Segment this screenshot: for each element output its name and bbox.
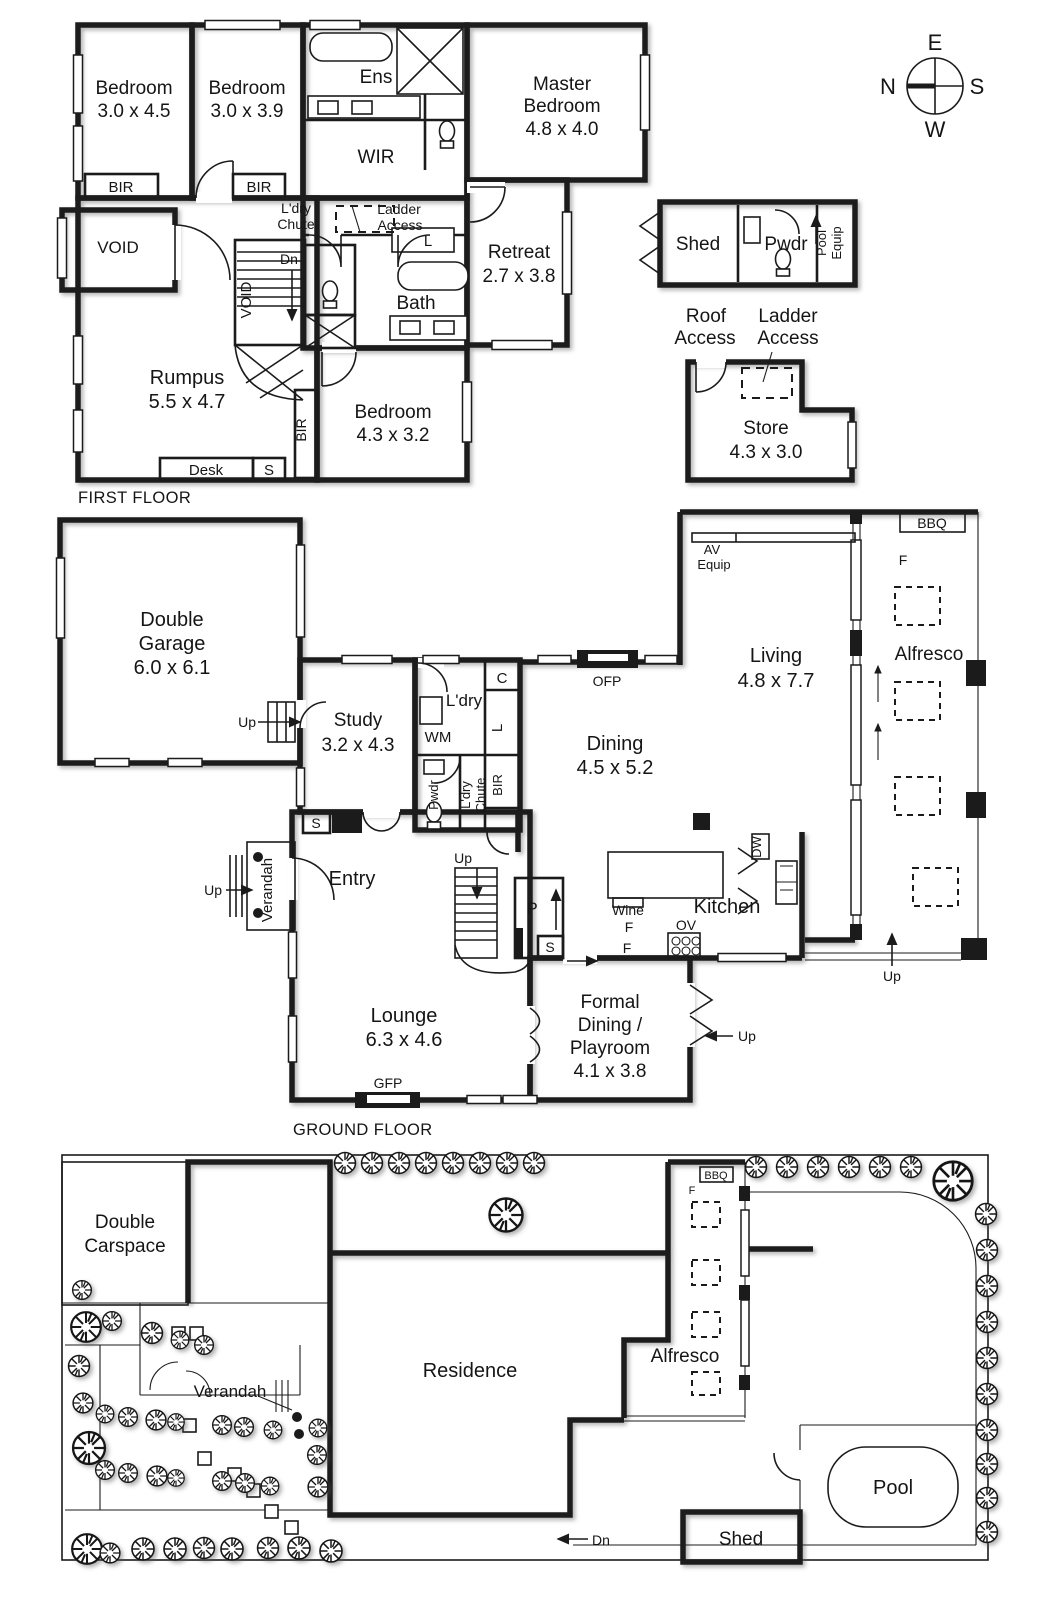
bir3-label: BIR xyxy=(293,418,309,442)
compass-n: N xyxy=(880,74,896,99)
cupboard-s2-label: S xyxy=(311,815,321,831)
bir2-label: BIR xyxy=(246,179,272,196)
bedroom2-dims: 3.0 x 3.9 xyxy=(210,101,284,122)
ldry-chute-gf-1: L'dry xyxy=(458,781,473,809)
ldry-chute-label-2: Chute xyxy=(277,216,315,232)
stairs-first-floor xyxy=(235,252,303,400)
wm-label: WM xyxy=(424,729,452,746)
property-boundary xyxy=(62,1155,988,1560)
compass-e: E xyxy=(927,30,943,55)
alfresco-gf-label: Alfresco xyxy=(894,644,964,665)
master-dims: 4.8 x 4.0 xyxy=(525,119,599,140)
verandah-site-label: Verandah xyxy=(193,1382,267,1401)
ldry-chute-label-1: L'dry xyxy=(281,200,311,216)
pool-label: Pool xyxy=(872,1477,914,1499)
compass-w: W xyxy=(924,117,946,142)
ladder-access-store-label-1: Ladder xyxy=(758,306,818,327)
pool-equip-label-2: Equip xyxy=(829,226,844,260)
bedroom3-label: Bedroom xyxy=(354,402,432,423)
store-dims: 4.3 x 3.0 xyxy=(729,442,803,463)
bir1-label: BIR xyxy=(108,179,134,196)
ladder-access-label-1: Ladder xyxy=(377,201,421,217)
bedroom1-dims: 3.0 x 4.5 xyxy=(97,101,171,122)
garage-dims: 6.0 x 6.1 xyxy=(133,657,211,679)
garage-steps xyxy=(258,702,326,742)
master-label-2: Bedroom xyxy=(523,96,601,117)
living-label: Living xyxy=(749,645,803,667)
lawn-edge xyxy=(745,1192,976,1545)
roof-access-label-1: Roof xyxy=(685,306,727,327)
ofp-label: OFP xyxy=(592,673,622,689)
roof-access-label-2: Access xyxy=(674,328,736,349)
shed-site-label: Shed xyxy=(718,1529,764,1550)
cupboard-s-label-ff: S xyxy=(263,462,275,479)
powder-cabinet xyxy=(744,217,760,243)
living-dims: 4.8 x 7.7 xyxy=(737,670,815,692)
dw-label: DW xyxy=(749,836,764,858)
retreat-dims: 2.7 x 3.8 xyxy=(482,266,556,287)
gfp-label: GFP xyxy=(373,1075,403,1091)
formal-dims: 4.1 x 3.8 xyxy=(573,1061,647,1082)
up-stairs-label: Up xyxy=(454,850,472,866)
garage-label-2: Garage xyxy=(138,633,206,655)
dn-site-label: Dn xyxy=(592,1532,610,1548)
bbq-gf-label: BBQ xyxy=(917,515,947,531)
kitchen-fixtures xyxy=(608,813,797,958)
void-stairs-label: VOID xyxy=(238,281,255,319)
verandah-gf-label: Verandah xyxy=(259,857,276,923)
ensuite-label: Ens xyxy=(359,67,393,88)
bbq-site-label: BBQ xyxy=(704,1170,728,1182)
site-pool-area xyxy=(573,1425,976,1545)
master-label-1: Master xyxy=(532,74,592,95)
ldry-chute-gf-2: Chute xyxy=(473,777,488,813)
ladder-access-label-2: Access xyxy=(377,217,423,233)
bath-label: Bath xyxy=(396,293,436,314)
wir-label: WIR xyxy=(357,147,395,168)
pantry xyxy=(515,878,563,958)
rumpus-dims: 5.5 x 4.7 xyxy=(148,391,226,413)
wine-label: Wine xyxy=(612,902,644,918)
up-alfresco-label: Up xyxy=(883,968,901,984)
up-formal-label: Up xyxy=(738,1028,756,1044)
alfresco-site-label: Alfresco xyxy=(650,1346,720,1367)
void-hall-label: VOID xyxy=(97,238,139,257)
ensuite-fixtures xyxy=(308,28,463,148)
site-plan xyxy=(62,1153,997,1564)
bedroom1-label: Bedroom xyxy=(95,78,173,99)
ladder-access-store-label-2: Access xyxy=(757,328,819,349)
alfresco-gf xyxy=(878,511,965,966)
kitchen-label: Kitchen xyxy=(693,896,761,918)
carspace-label-2: Carspace xyxy=(84,1236,166,1257)
entry-label: Entry xyxy=(328,868,376,890)
first-floor-plan xyxy=(58,21,857,508)
pool-equip-label-1: Pool xyxy=(814,229,829,257)
cupboard-c-label: C xyxy=(496,670,508,687)
oven-label: OV xyxy=(675,917,697,933)
formal-label-2: Dining / xyxy=(577,1015,643,1036)
linen-gf-label: L xyxy=(489,723,506,733)
linen-label-ff: L xyxy=(423,233,433,250)
up-garage-label: Up xyxy=(238,714,256,730)
powder-label-ff: Pwdr xyxy=(764,234,808,255)
av-cabinet xyxy=(692,533,855,542)
formal-label-3: Playroom xyxy=(569,1038,651,1059)
powder-gf-label: Pwdr xyxy=(426,780,441,810)
carspace-label-1: Double xyxy=(94,1212,156,1233)
compass xyxy=(880,30,984,142)
store-label: Store xyxy=(743,418,789,439)
bir-gf-label: BIR xyxy=(490,774,505,796)
fridge-alfresco-label: F xyxy=(898,552,908,568)
dn-label-ff: Dn xyxy=(280,251,298,267)
dining-dims: 4.5 x 5.2 xyxy=(576,757,654,779)
ground-floor-title: GROUND FLOOR xyxy=(293,1121,433,1139)
fridge1-label: F xyxy=(624,919,634,935)
up-verandah-label: Up xyxy=(204,882,222,898)
desk-label: Desk xyxy=(188,462,224,479)
av-equip-label-2: Equip xyxy=(697,557,731,572)
bedroom3-dims: 4.3 x 3.2 xyxy=(356,425,430,446)
dining-label: Dining xyxy=(586,733,644,755)
ladder-access-hatch-store xyxy=(742,368,792,398)
pantry-label: P xyxy=(526,899,538,918)
lounge-dims: 6.3 x 4.6 xyxy=(365,1029,443,1051)
laundry-label: L'dry xyxy=(445,691,483,710)
rumpus-label: Rumpus xyxy=(149,367,225,389)
retreat-label: Retreat xyxy=(487,242,551,263)
ground-floor-plan xyxy=(57,511,988,1139)
ground-floor-walls xyxy=(60,512,978,1100)
shed-label-ff: Shed xyxy=(675,234,721,255)
garage-label-1: Double xyxy=(140,609,204,631)
av-equip-label-1: AV xyxy=(703,542,721,557)
study-dims: 3.2 x 4.3 xyxy=(321,735,395,756)
study-label: Study xyxy=(333,710,383,731)
bedroom2-label: Bedroom xyxy=(208,78,286,99)
compass-s: S xyxy=(969,74,985,99)
fridge-site-label: F xyxy=(688,1185,696,1197)
laundry-interior xyxy=(415,660,520,854)
fridge2-label: F xyxy=(622,940,632,956)
lounge-label: Lounge xyxy=(370,1005,438,1027)
first-floor-title: FIRST FLOOR xyxy=(78,489,192,507)
residence-label: Residence xyxy=(422,1360,518,1382)
formal-label-1: Formal xyxy=(580,992,640,1013)
garden-trees xyxy=(69,1153,998,1564)
cupboard-s1-label: S xyxy=(545,939,555,955)
